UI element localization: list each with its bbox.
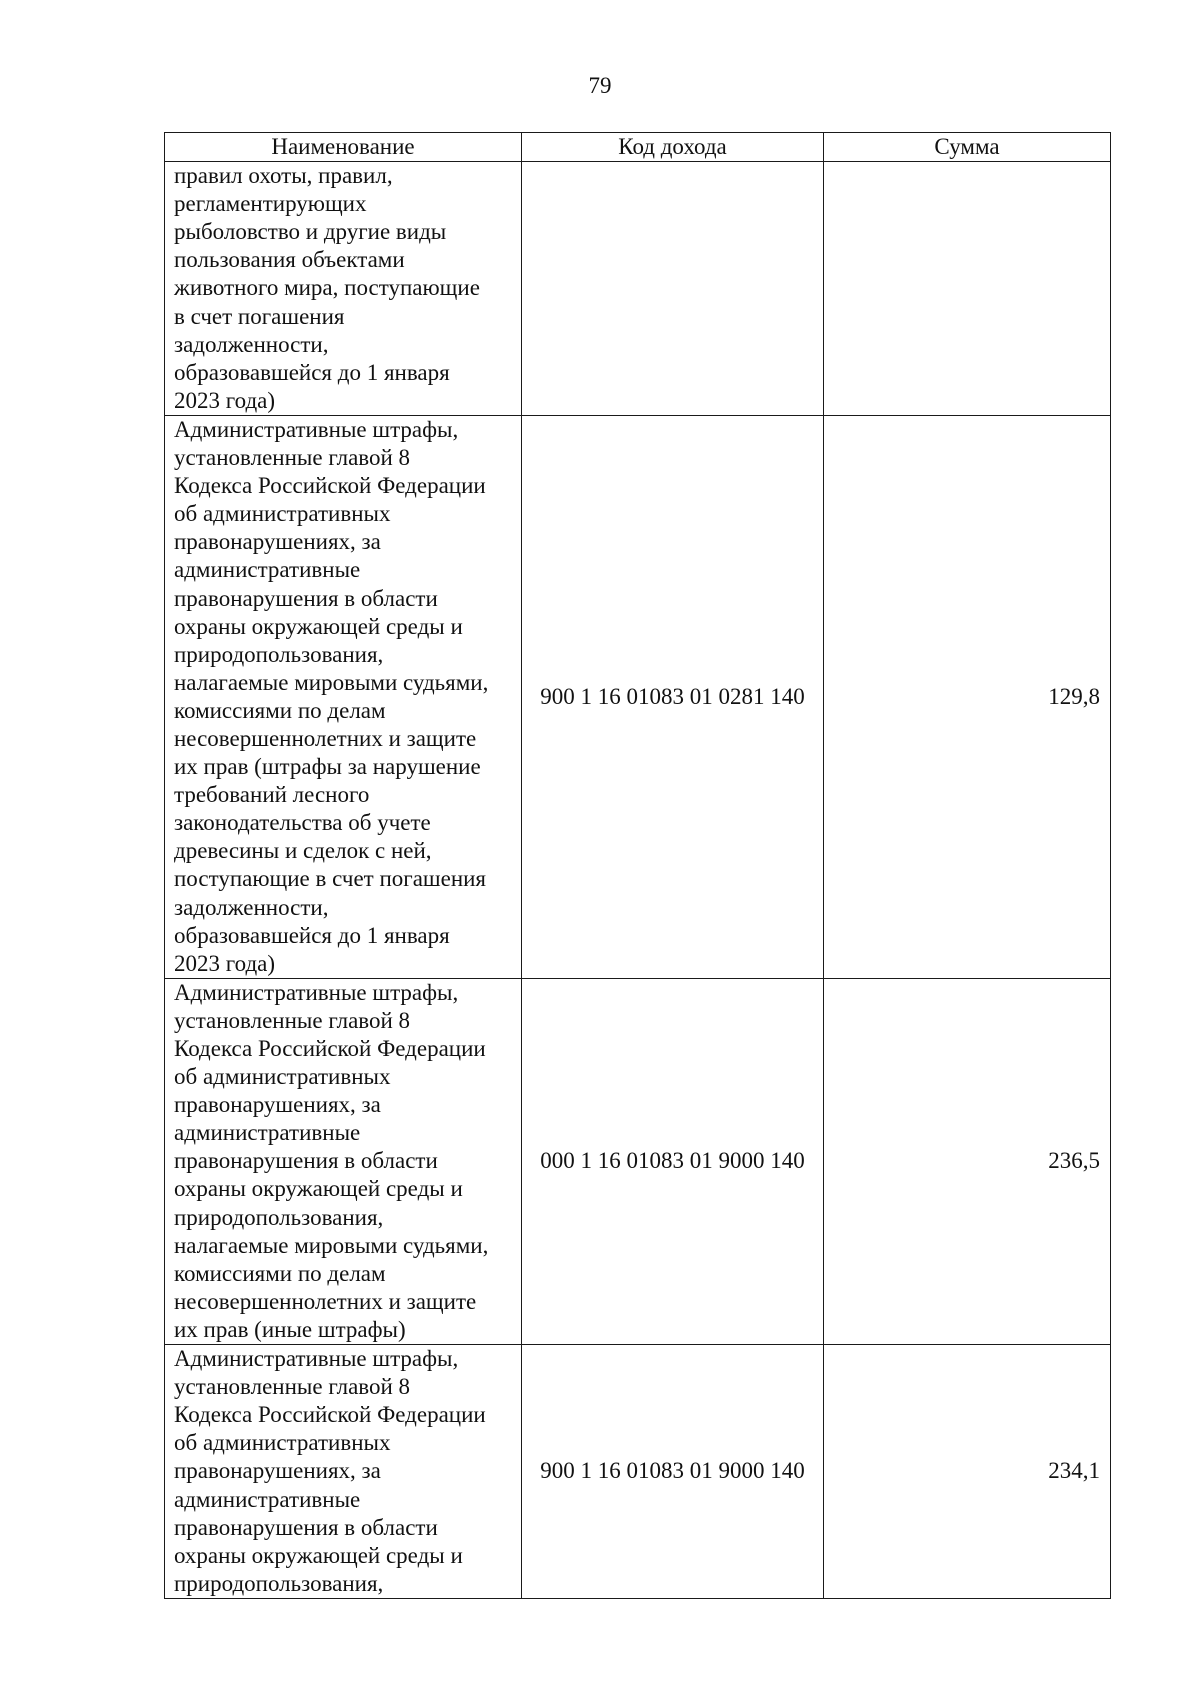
row-code-cell bbox=[522, 162, 824, 416]
row-name-cell: Административные штрафы, установленные главой 8 Кодекса Российской Федерации об административных правонарушениях, за административные правонарушения в области охраны окружающей среды и природопользования, налагаемые мировыми судьями, комиссиями по делам несовершеннолетних и защите их прав (штрафы за нарушение требований лесного законодательства об учете древесины и сделок с ней, поступающие в счет погашения задолженности, образовавшейся до 1 января 2023 года) bbox=[165, 415, 522, 978]
header-code: Код дохода bbox=[522, 133, 824, 162]
row-sum-cell: 129,8 bbox=[824, 415, 1111, 978]
table-row bbox=[165, 162, 1111, 416]
revenue-table-container bbox=[164, 132, 1111, 1599]
row-code-cell: 900 1 16 01083 01 9000 140 bbox=[522, 1345, 824, 1599]
table-row bbox=[165, 978, 1111, 1344]
row-sum-cell: 234,1 bbox=[824, 1345, 1111, 1599]
header-sum: Сумма bbox=[824, 133, 1111, 162]
table-row bbox=[165, 415, 1111, 978]
row-sum-cell: 236,5 bbox=[824, 978, 1111, 1344]
revenue-table bbox=[164, 132, 1111, 1599]
table-row bbox=[165, 1345, 1111, 1599]
table-header-row bbox=[165, 133, 1111, 162]
header-name: Наименование bbox=[165, 133, 522, 162]
row-name-cell: Административные штрафы, установленные главой 8 Кодекса Российской Федерации об административных правонарушениях, за административные правонарушения в области охраны окружающей среды и природопользования, bbox=[165, 1345, 522, 1599]
row-name-cell: Административные штрафы, установленные главой 8 Кодекса Российской Федерации об административных правонарушениях, за административные правонарушения в области охраны окружающей среды и природопользования, налагаемые мировыми судьями, комиссиями по делам несовершеннолетних и защите их прав (иные штрафы) bbox=[165, 978, 522, 1344]
page-number: 79 bbox=[588, 73, 612, 98]
row-code-cell: 900 1 16 01083 01 0281 140 bbox=[522, 415, 824, 978]
row-code-cell: 000 1 16 01083 01 9000 140 bbox=[522, 978, 824, 1344]
row-name-cell: правил охоты, правил, регламентирующих рыболовство и другие виды пользования объектами животного мира, поступающие в счет погашения задолженности, образовавшейся до 1 января 2023 года) bbox=[165, 162, 522, 416]
row-sum-cell bbox=[824, 162, 1111, 416]
